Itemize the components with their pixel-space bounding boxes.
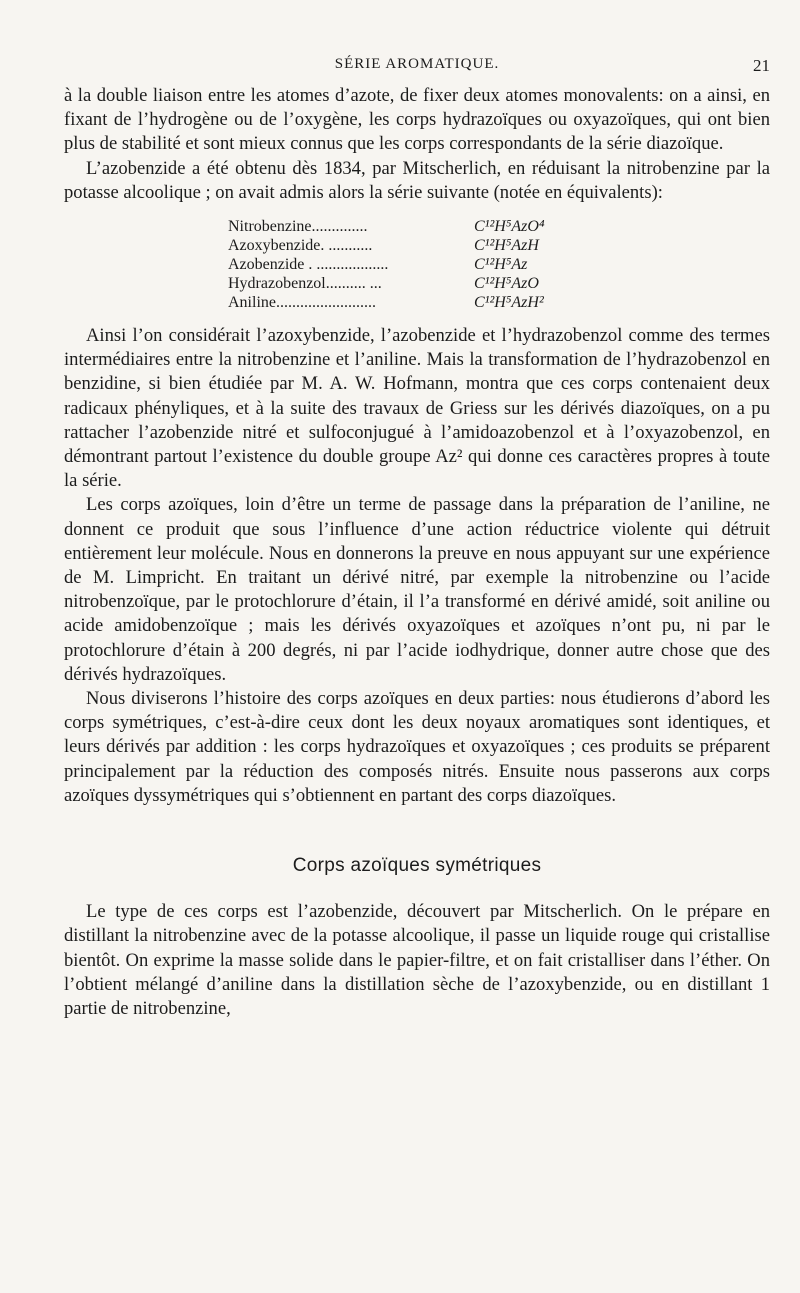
compound-formula: C¹²H⁵Az bbox=[474, 256, 528, 274]
running-header bbox=[64, 56, 770, 80]
compound-name: Nitrobenzine.............. bbox=[228, 218, 368, 236]
compound-name: Azoxybenzide. ........... bbox=[228, 237, 373, 255]
page-body bbox=[64, 84, 770, 1021]
compound-formula: C¹²H⁵AzO⁴ bbox=[474, 218, 545, 236]
paragraph-3: Ainsi l’on considérait l’azoxybenzide, l’azobenzide et l’hydrazobenzol comme des termes intermédiaires entre la nitrobenzine et l’aniline. Mais la transformation de l’hydrazobenzol en benzidine, si bien étudiée par M. A. W. Hofmann, montra que ces corps contenaient deux radicaux phényliques, et à la suite des travaux de Griess sur les dérivés diazoïques, on a pu rattacher l’azobenzide nitré et sulfoconjugué à l’amidoazobenzol et à l’oxyazobenzol, en démontrant partout l’existence du double groupe Az² qui donne ces caractères propres à toute la série. bbox=[64, 325, 770, 492]
section-title: Corps azoïques symétriques bbox=[292, 855, 542, 877]
list-item bbox=[228, 274, 770, 293]
paragraph-6: Le type de ces corps est l’azobenzide, découvert par Mitscherlich. On le prépare en distillant la nitrobenzine avec de la potasse alcoolique, il passe un liquide rouge qui cristallise bientôt. On exprime la masse solide dans le papier-filtre, et on fait cristalliser dans l’éther. On l’obtient mélangé d’aniline dans la distillation sèche de l’azoxybenzide, ou en distillant 1 partie de nitrobenzine, bbox=[64, 901, 770, 1020]
compound-formula: C¹²H⁵AzH² bbox=[474, 294, 544, 312]
list-item bbox=[228, 293, 770, 312]
list-item bbox=[228, 217, 770, 236]
paragraph-4: Les corps azoïques, loin d’être un terme de passage dans la préparation de l’aniline, ne donnent ce produit que sous l’influence d’une action réductrice violente qui détruit entièrement leur molécule. Nous en donnerons la preuve en nous appuyant sur une expérience de M. Limpricht. En traitant un dérivé nitré, par exemple la nitrobenzine ou l’acide nitrobenzoïque, par le protochlorure d’étain, il l’a transformé en dérivé amidé, soit aniline ou acide amidobenzoïque ; mais les dérivés oxyazoïques et azoïques n’ont pu, ni par le protochlorure d’étain à 200 degrés, ni par l’acide iodhydrique, donner autre chose que des dérivés hydrazoïques. bbox=[64, 494, 770, 685]
compound-formula: C¹²H⁵AzH bbox=[474, 237, 539, 255]
equivalents-series-list bbox=[228, 217, 770, 312]
list-item bbox=[228, 255, 770, 274]
compound-name: Aniline......................... bbox=[228, 294, 376, 312]
compound-name: Azobenzide . .................. bbox=[228, 256, 389, 274]
compound-name: Hydrazobenzol.......... ... bbox=[228, 275, 382, 293]
paragraph-5: Nous diviserons l’histoire des corps azoïques en deux parties: nous étudierons d’abord les corps symétriques, c’est-à-dire ceux dont les deux noyaux aromatiques sont identiques, et leurs dérivés par addition : les corps hydrazoïques et oxyazoïques ; ces produits se préparent principalement par la réduction des composés nitrés. Ensuite nous passerons aux corps azoïques dyssymétriques qui s’obtiennent en partant des corps diazoïques. bbox=[64, 688, 770, 806]
paragraph-1: à la double liaison entre les atomes d’azote, de fixer deux atomes monovalents: on a ainsi, en fixant de l’hydrogène ou de l’oxygène, les corps hydrazoïques ou oxyazoïques, qui ont bien plus de stabilité et sont mieux connus que les corps correspondants de la série diazoïque. bbox=[64, 85, 770, 155]
header-title: SÉRIE AROMATIQUE. bbox=[334, 56, 500, 72]
page-number: 21 bbox=[753, 56, 770, 75]
compound-formula: C¹²H⁵AzO bbox=[474, 275, 539, 293]
list-item bbox=[228, 236, 770, 255]
paragraph-2: L’azobenzide a été obtenu dès 1834, par Mitscherlich, en réduisant la nitrobenzine par la potasse alcoolique ; on avait admis alors la série suivante (notée en équivalents): bbox=[64, 157, 770, 203]
